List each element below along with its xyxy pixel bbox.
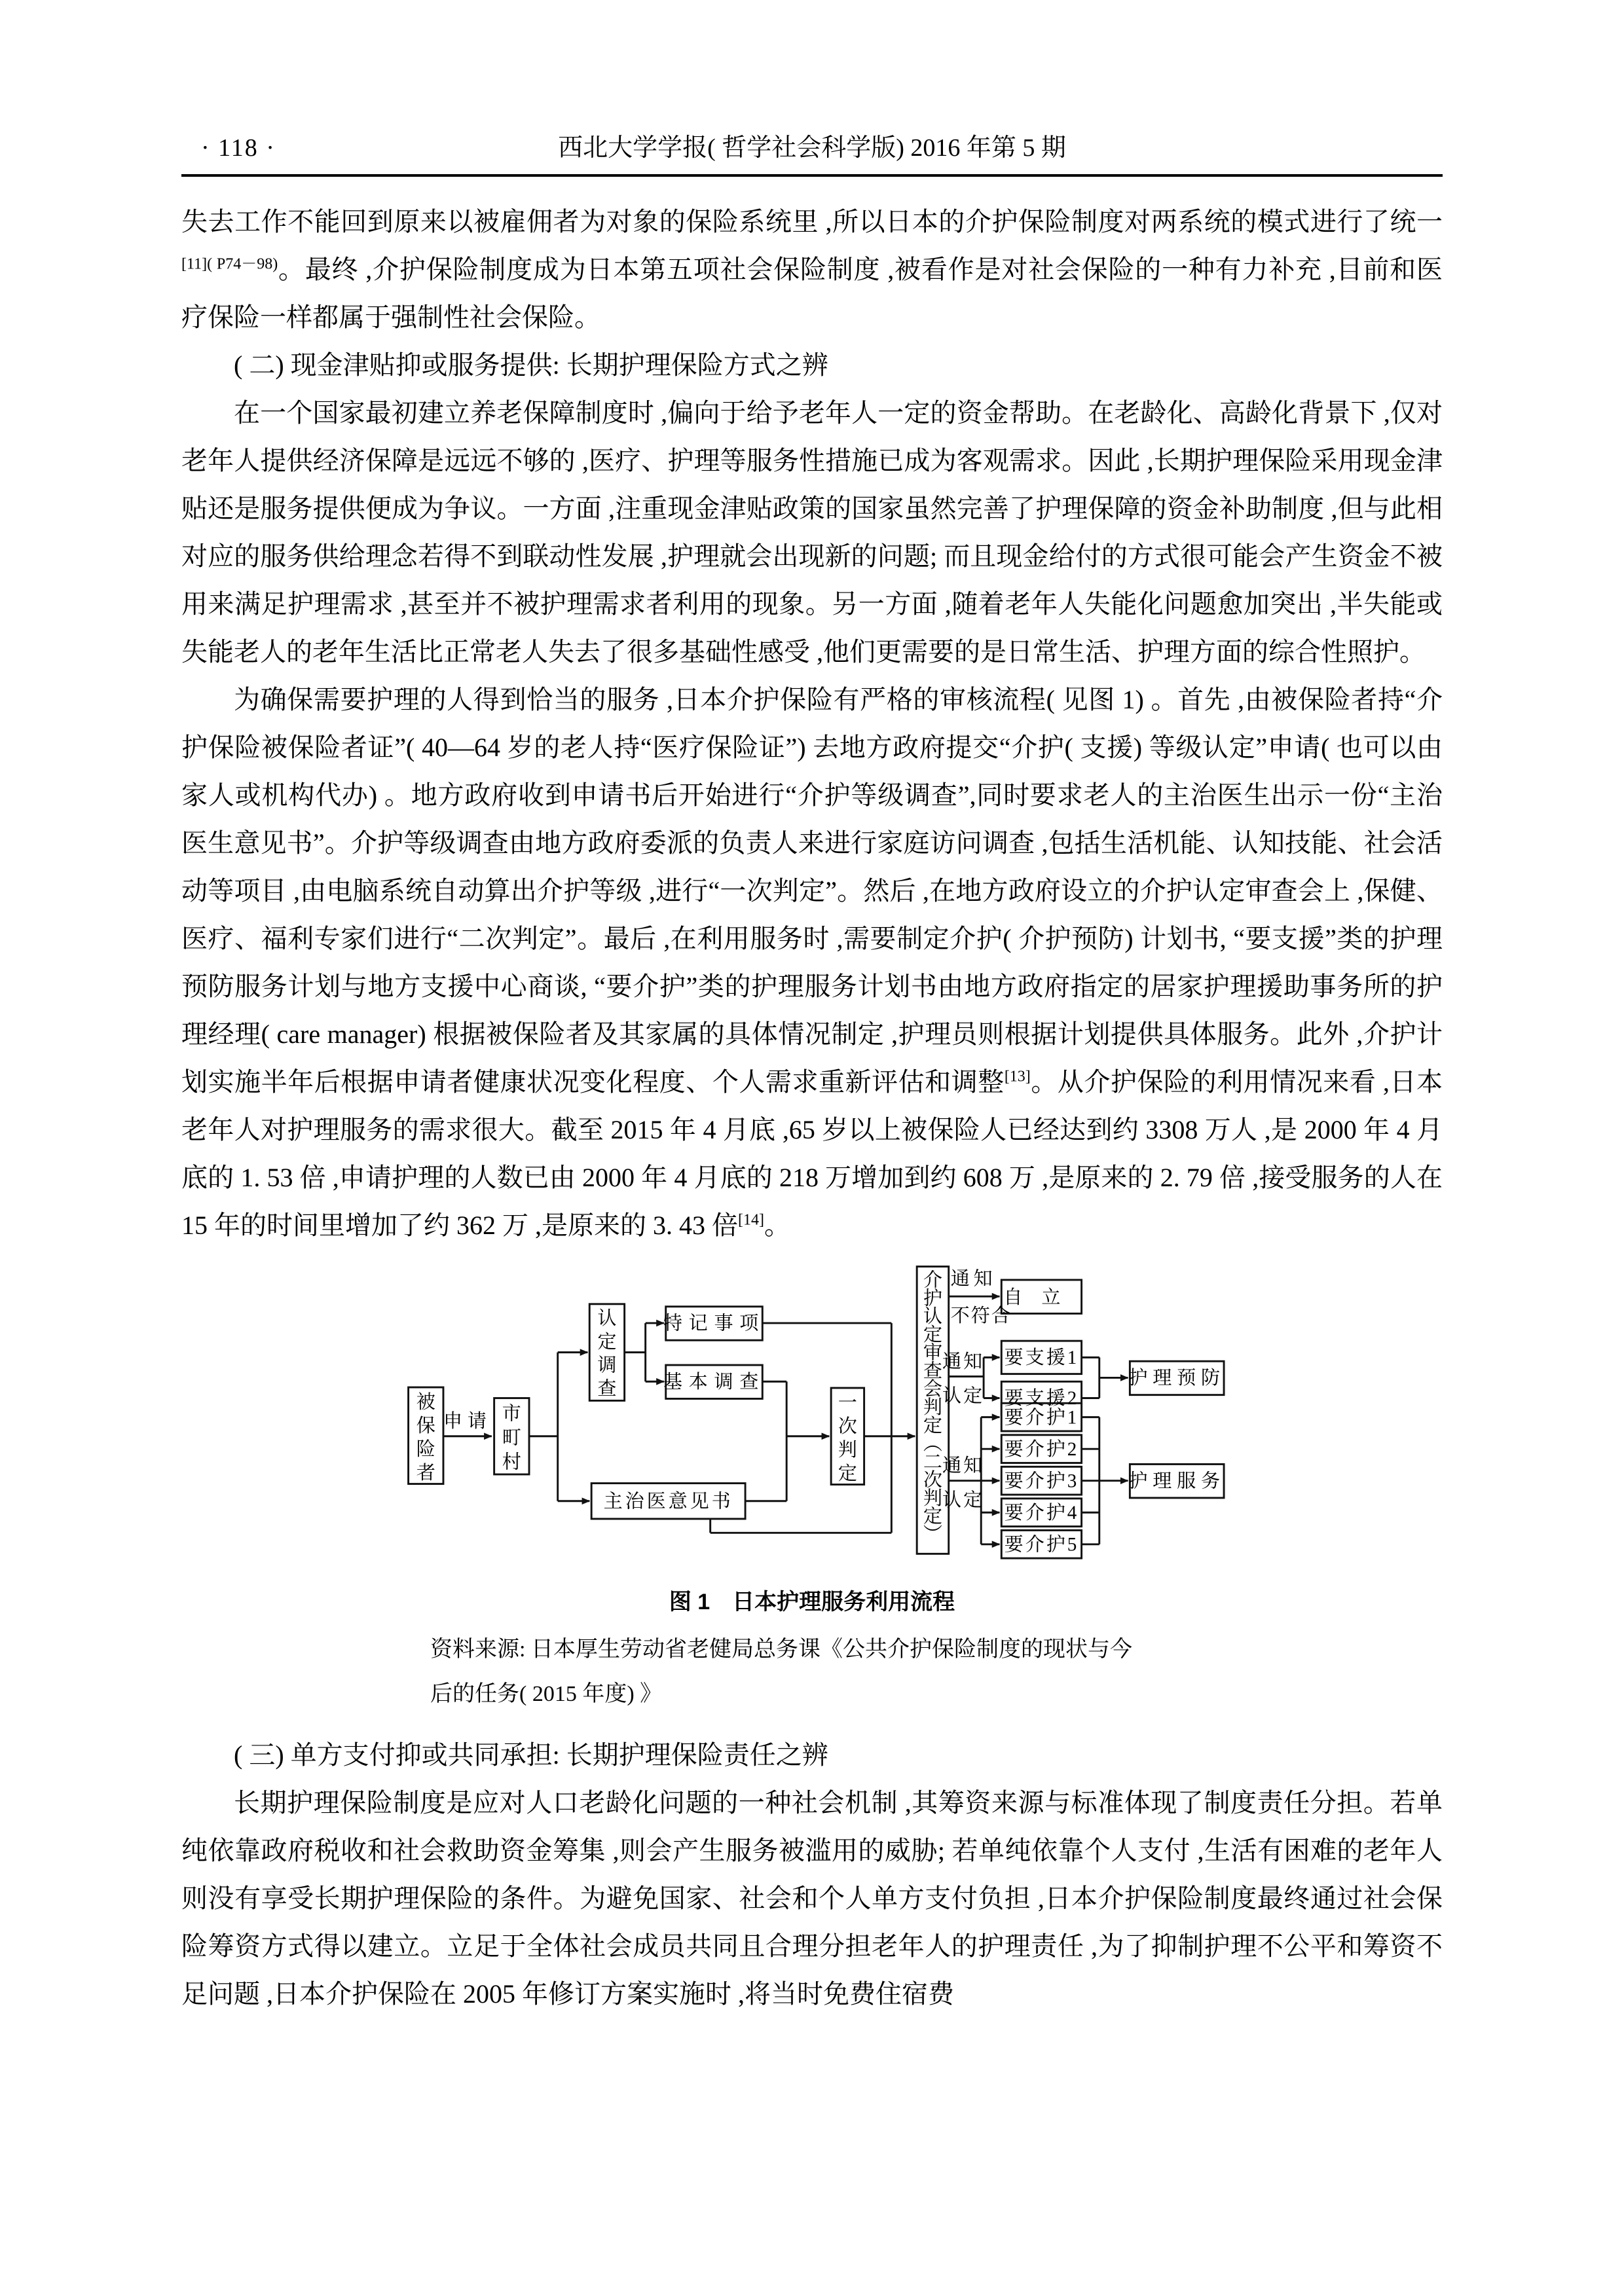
paragraph: 在一个国家最初建立养老保障制度时 ,偏向于给予老年人一定的资金帮助。在老龄化、高龄化背景下 ,仅对老年人提供经济保障是远远不够的 ,医疗、护理等服务性措施已成为客观需求。因此 ,长期护理保险采用现金津贴还是服务提供便成为争议。一方面 ,注重现金津贴政策的国家虽然完善了护理保障的资金补助制度 ,但与此相对应的服务供给理念若得不到联动性发展 ,护理就会出现新的问题; 而且现金给付的方式很可能会产生资金不被用来满足护理需求 ,甚至并不被护理需求者利用的现象。另一方面 ,随着老年人失能化问题愈加突出 ,半失能或失能老人的老年生活比正常老人失去了很多基础性感受 ,他们更需要的是日常生活、护理方面的综合性照护。: [181, 398, 1443, 666]
citation-superscript: [11]( P74－98): [181, 255, 278, 273]
figure-source-line-1: 资料来源: 日本厚生劳动省老健局总务课《公共介护保险制度的现状与今: [430, 1637, 1132, 1662]
node-independent-label: 自立: [1003, 1286, 1080, 1308]
edge-notice-top-label: 通知: [950, 1268, 997, 1290]
edge-certified-bottom-label: 认定: [942, 1489, 985, 1511]
node-care3-label: 要介护3: [1004, 1470, 1079, 1492]
node-special-notes-label: 特记事项: [663, 1313, 766, 1334]
node-care2-label: 要介护2: [1004, 1438, 1079, 1460]
node-care-service-label: 护理服务: [1128, 1470, 1225, 1492]
section-heading: ( 二) 现金津贴抑或服务提供: 长期护理保险方式之辨: [234, 350, 828, 380]
node-care4-label: 要介护4: [1004, 1502, 1079, 1523]
node-support2-label: 要支援2: [1004, 1388, 1079, 1410]
node-review-board-label: 介护认定审查会判定︵二次判定︶: [923, 1269, 943, 1546]
node-insured-label: 被保险者: [416, 1392, 435, 1484]
node-certification-survey-label: 认定调查: [597, 1307, 617, 1400]
figure-source-line-2: 后的任务( 2015 年度) 》: [430, 1681, 663, 1706]
edge-support-merge: [1082, 1357, 1099, 1398]
edge-municipality-split: [529, 1353, 558, 1501]
edge-not-eligible-label: 不符合: [950, 1305, 1012, 1327]
node-care1-label: 要介护1: [1004, 1407, 1079, 1429]
node-support1-label: 要支援1: [1004, 1347, 1079, 1369]
node-care-prevention-label: 护理预防: [1128, 1368, 1225, 1389]
journal-title: 西北大学学报( 哲学社会科学版) 2016 年第 5 期: [558, 134, 1066, 162]
article-body-bottom: [181, 1731, 1443, 2018]
edge-apply-label: 申请: [443, 1411, 492, 1432]
citation-superscript: [13]: [1004, 1068, 1031, 1085]
header-rule: [181, 174, 1443, 177]
section-heading: ( 三) 单方支付抑或共同承担: 长期护理保险责任之辨: [234, 1740, 828, 1770]
node-basic-survey-label: 基本调查: [663, 1371, 766, 1393]
edge-notice-mid-label: 通知: [942, 1351, 985, 1372]
edge-notice-bottom-label: 通知: [942, 1455, 985, 1477]
page-header: [181, 131, 1443, 165]
node-doctor-opinion-label: 主治医意见书: [603, 1491, 733, 1512]
edge-care-merge: [1082, 1417, 1099, 1544]
figure-source: [430, 1628, 1216, 1717]
node-care5-label: 要介护5: [1004, 1534, 1079, 1556]
node-primary-judgment-label: 一次判定: [838, 1393, 857, 1484]
node-municipality-label: 市町村: [502, 1403, 521, 1473]
citation-superscript: [14]: [738, 1211, 764, 1229]
figure-block: [181, 1257, 1443, 1717]
figure-caption: 图 1 日本护理服务利用流程: [669, 1589, 955, 1614]
paragraph: 长期护理保险制度是应对人口老龄化问题的一种社会机制 ,其筹资来源与标准体现了制度责任分担。若单纯依靠政府税收和社会救助资金筹集 ,则会产生服务被滥用的威胁; 若单纯依靠个人支付 ,生活有困难的老年人则没有享受长期护理保险的条件。为避免国家、社会和个人单方支付负担 ,日本介护保险制度最终通过社会保险筹资方式得以建立。立足于全体社会成员共同且合理分担老年人的护理责任 ,为了抑制护理不公平和筹资不足问题 ,日本介护保险在 2005 年修订方案实施时 ,将当时免费住宿费: [181, 1787, 1443, 2009]
paragraph: 失去工作不能回到原来以被雇佣者为对象的保险系统里 ,所以日本的介护保险制度对两系统的模式进行了统一$^{[11]( P74-98)}$。最终 ,介护保险制度成为日本第五项社会保险制度 ,被看作是对社会保险的一种有力补充 ,目前和医疗保险一样都属于强制性社会保险。: [181, 207, 1443, 332]
paragraph: 为确保需要护理的人得到恰当的服务 ,日本介护保险有严格的审核流程( 见图 1) 。首先 ,由被保险者持“介护保险被保险者证”( 40—64 岁的老人持“医疗保险证”) 去地方政府提交“介护( 支援) 等级认定”申请( 也可以由家人或机构代办) 。地方政府收到申请书后开始进行“介护等级调查”,同时要求老人的主治医生出示一份“主治医生意见书”。介护等级调查由地方政府委派的负责人来进行家庭访问调查 ,包括生活机能、认知技能、社会活动等项目 ,由电脑系统自动算出介护等级 ,进行“一次判定”。然后 ,在地方政府设立的介护认定审查会上 ,保健、医疗、福利专家们进行“二次判定”。最后 ,在利用服务时 ,需要制定介护( 介护预防) 计划书, “要支援”类的护理预防服务计划与地方支援中心商谈, “要介护”类的护理服务计划书由地方政府指定的居家护理援助事务所的护理经理( care manager) 根据被保险者及其家属的具体情况制定 ,护理员则根据计划提供具体服务。此外 ,介护计划实施半年后根据申请者健康状况变化程度、个人需求重新评估和调整[13]。从介护保险的利用情况来看 ,日本老年人对护理服务的需求很大。截至 2015 年 4 月底 ,65 岁以上被保险人已经达到约 3308 万人 ,是 2000 年 4 月底的 1. 53 倍 ,申请护理的人数已由 2000 年 4 月底的 218 万增加到约 608 万 ,是原来的 2. 79 倍 ,接受服务的人在 15 年的时间里增加了约 362 万 ,是原来的 3. 43 倍[14]。: [181, 685, 1443, 1240]
edge-care-split: [949, 1417, 982, 1544]
page-number: · 118 ·: [201, 134, 276, 162]
edge-certified-mid-label: 认定: [942, 1385, 985, 1407]
care-flow-diagram: [399, 1257, 1225, 1565]
article-body-top: [181, 198, 1443, 1249]
edge-survey-split: [625, 1323, 646, 1381]
